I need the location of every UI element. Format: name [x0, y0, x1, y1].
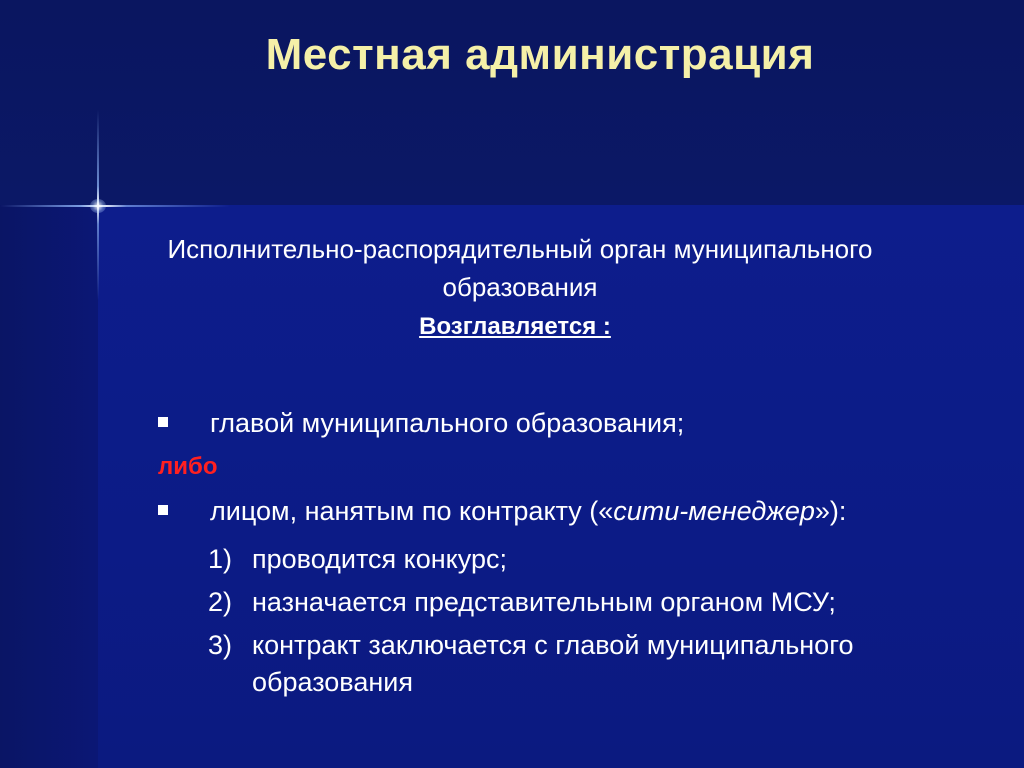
either-label: либо: [158, 453, 218, 480]
sparkle-horizontal: [0, 205, 230, 207]
item-number: 3): [208, 630, 233, 660]
square-bullet-icon: [158, 505, 168, 515]
bullet-text-head: главой муниципального образования;: [210, 408, 685, 438]
item-text: проводится конкурс;: [252, 544, 508, 574]
subtitle-line-1: Исполнительно-распорядительный орган муниципального: [167, 234, 873, 264]
item-number: 1): [208, 544, 233, 574]
sparkle-icon: [90, 199, 106, 213]
bullet2-suffix: »):: [814, 496, 847, 526]
item-text-continued: образования: [252, 667, 413, 697]
bullet2-prefix: лицом, нанятым по контракту («: [210, 496, 614, 526]
square-bullet-icon: [158, 417, 168, 427]
item-number: 2): [208, 587, 233, 617]
slide-title: Местная администрация: [265, 30, 815, 79]
city-manager-term: сити-менеджер: [613, 496, 815, 526]
item-text: контракт заключается с главой муниципального: [252, 630, 854, 660]
heads-label: Возглавляется :: [419, 313, 611, 340]
subtitle-line-2: образования: [442, 272, 598, 302]
bullet-text-city-manager: [210, 496, 846, 527]
slide-subtitle: [80, 230, 960, 306]
item-text: назначается представительным органом МСУ;: [252, 587, 836, 617]
